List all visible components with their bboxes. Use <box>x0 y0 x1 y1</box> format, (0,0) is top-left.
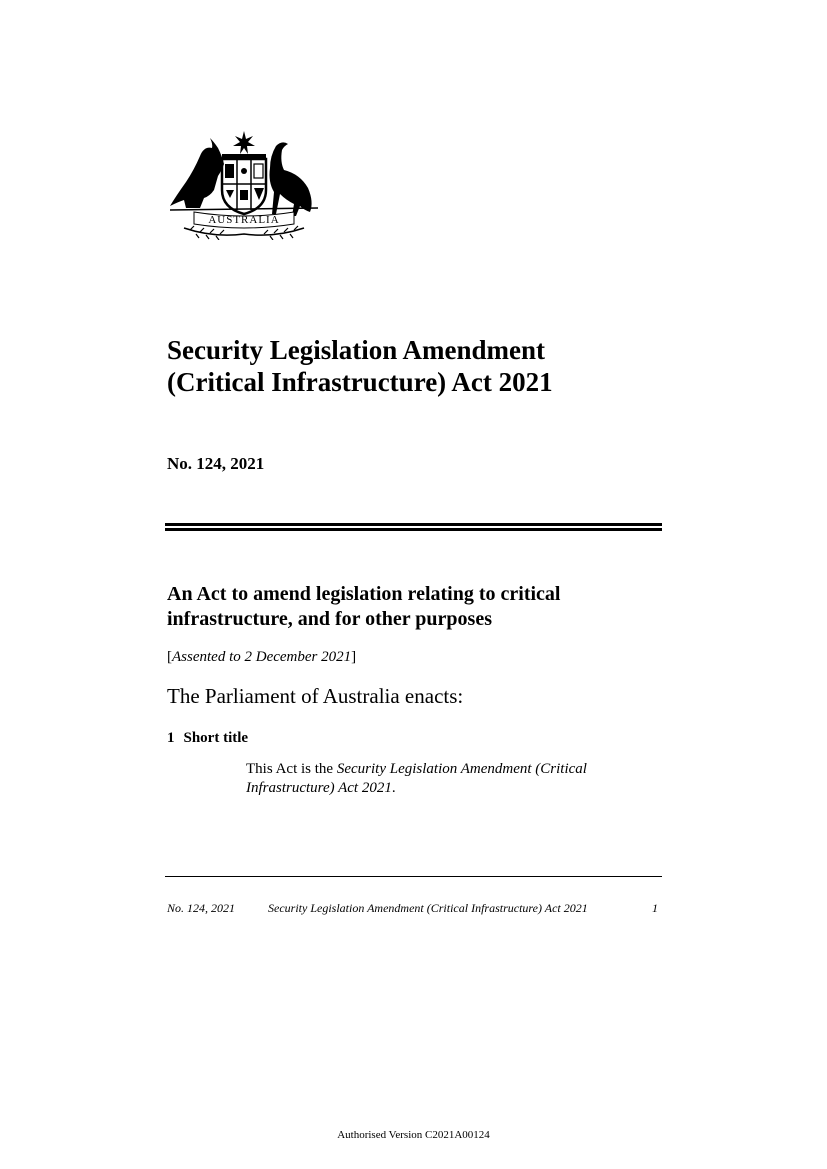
kangaroo-icon <box>170 138 224 208</box>
coat-of-arms-image <box>166 128 322 240</box>
long-title <box>167 582 662 632</box>
crest-ribbon-label: AUSTRALIA <box>208 214 280 226</box>
assent-text: Assented to 2 December 2021 <box>172 649 352 665</box>
section-act-name-line1: Security Legislation Amendment (Critical <box>336 761 587 777</box>
section-act-name-line2: Infrastructure) Act 2021 <box>246 780 392 796</box>
long-title-line2: infrastructure, and for other purposes <box>167 608 492 630</box>
footer-act-title: Security Legislation Amendment (Critical Infrastructure) Act 2021 <box>268 901 588 915</box>
assent-open-bracket: [ <box>167 649 172 665</box>
authorised-version: Authorised Version C2021A00124 <box>337 1129 490 1141</box>
act-title-line2: (Critical Infrastructure) Act 2021 <box>167 367 553 397</box>
assent-date <box>167 649 356 666</box>
section-text-suffix: . <box>391 780 396 796</box>
act-number: No. 124, 2021 <box>167 454 265 473</box>
footer-act-number: No. 124, 2021 <box>167 901 236 915</box>
assent-close-bracket: ] <box>351 649 357 665</box>
act-title-line1: Security Legislation Amendment <box>167 335 545 365</box>
double-rule-bottom <box>165 528 662 531</box>
section-heading <box>167 730 248 747</box>
section-text-prefix: This Act is the <box>246 761 337 777</box>
section-heading-text: Short title <box>183 730 249 746</box>
footer-page-number: 1 <box>652 901 658 915</box>
section-number: 1 <box>167 730 175 746</box>
act-title <box>167 334 667 398</box>
footer-rule <box>165 876 662 877</box>
double-rule-top <box>165 523 662 526</box>
section-body <box>246 760 626 798</box>
emu-icon <box>270 142 312 216</box>
enacting-words: The Parliament of Australia enacts: <box>167 684 464 708</box>
long-title-line1: An Act to amend legislation relating to critical <box>167 583 561 605</box>
star-icon <box>233 131 255 154</box>
